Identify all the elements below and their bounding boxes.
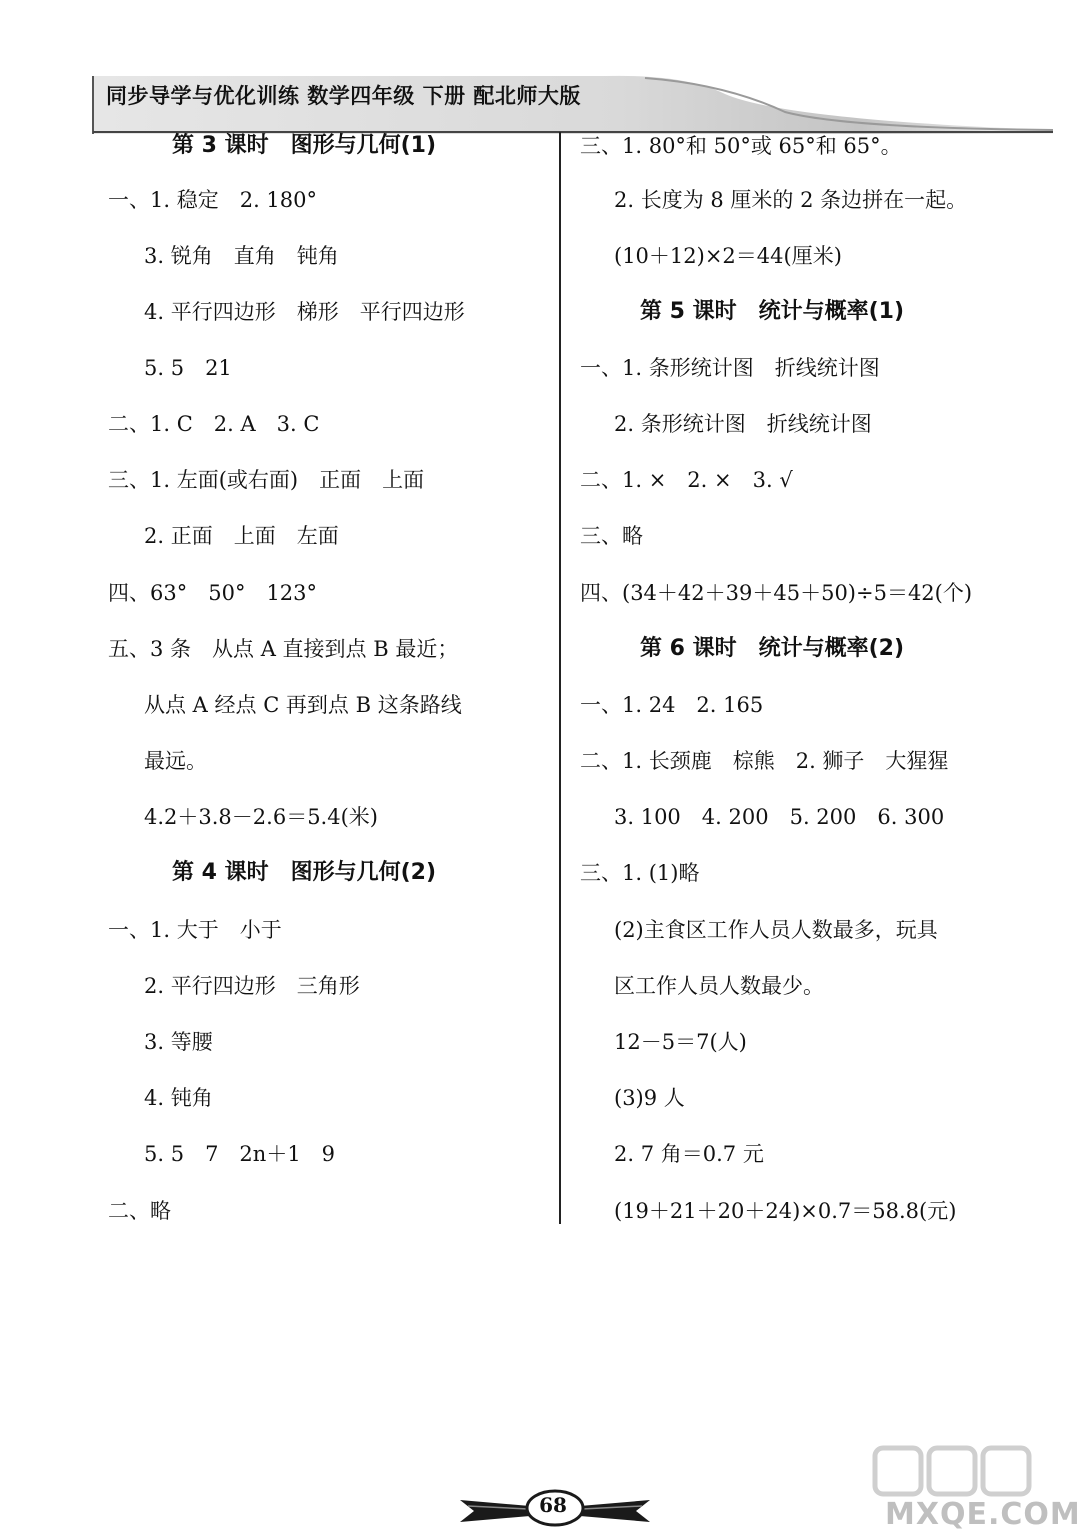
answer-line: 2. 平行四边形 三角形	[144, 974, 360, 998]
answer-line: 4. 钝角	[144, 1086, 213, 1110]
answer-line: 最远。	[144, 749, 207, 773]
answer-line: (10＋12)×2＝44(厘米)	[614, 244, 842, 268]
answer-line: 三、1. 左面(或右面) 正面 上面	[108, 468, 425, 492]
column-divider	[559, 132, 561, 1224]
header-title: 同步导学与优化训练 数学四年级 下册 配北师大版	[106, 84, 581, 108]
answer-line: 二、1. 长颈鹿 棕熊 2. 狮子 大猩猩	[580, 749, 949, 773]
answer-line: 一、1. 稳定 2. 180°	[108, 188, 318, 212]
answer-line: 3. 等腰	[144, 1030, 213, 1054]
page-number: 68	[539, 1493, 567, 1517]
answer-line: 2. 条形统计图 折线统计图	[614, 412, 872, 436]
section-heading-3: 第 3 课时 图形与几何(1)	[172, 133, 437, 158]
answer-line: 5. 5 7 2n＋1 9	[144, 1142, 336, 1166]
answer-line: 二、1. C 2. A 3. C	[108, 412, 320, 436]
answer-line: 4.2＋3.8－2.6＝5.4(米)	[144, 805, 378, 829]
answer-line: 一、1. 大于 小于	[108, 918, 282, 942]
answer-line: 2. 长度为 8 厘米的 2 条边拼在一起。	[614, 188, 968, 212]
watermark-icon	[865, 1440, 1045, 1500]
answer-line: 2. 正面 上面 左面	[144, 524, 339, 548]
answer-line: 3. 100 4. 200 5. 200 6. 300	[614, 805, 945, 829]
answer-line: 五、3 条 从点 A 直接到点 B 最近；	[108, 637, 459, 661]
section-heading-6: 第 6 课时 统计与概率(2)	[640, 636, 905, 661]
answer-line: 4. 平行四边形 梯形 平行四边形	[144, 300, 465, 324]
answer-line: (19＋21＋20＋24)×0.7＝58.8(元)	[614, 1199, 957, 1223]
answer-line: 一、1. 24 2. 165	[580, 693, 764, 717]
answer-line: 5. 5 21	[144, 356, 232, 380]
answer-line: 2. 7 角＝0.7 元	[614, 1142, 764, 1166]
answer-line: (3)9 人	[614, 1086, 685, 1110]
answer-line: 从点 A 经点 C 再到点 B 这条路线	[144, 693, 462, 717]
answer-line: (2)主食区工作人员人数最多，玩具	[614, 918, 938, 942]
answer-line: 四、63° 50° 123°	[108, 581, 318, 605]
answer-line: 四、(34＋42＋39＋45＋50)÷5＝42(个)	[580, 581, 973, 605]
answer-line: 二、略	[108, 1199, 171, 1223]
answer-line: 12－5＝7(人)	[614, 1030, 747, 1054]
answer-line: 区工作人员人数最少。	[614, 974, 824, 998]
section-heading-4: 第 4 课时 图形与几何(2)	[172, 860, 437, 885]
answer-line: 二、1. × 2. × 3. √	[580, 468, 793, 492]
answer-line: 3. 锐角 直角 钝角	[144, 244, 339, 268]
watermark-text: MXQE.COM	[885, 1497, 1081, 1532]
answer-line: 一、1. 条形统计图 折线统计图	[580, 356, 880, 380]
answer-line: 三、1. 80°和 50°或 65°和 65°。	[580, 134, 902, 158]
answer-line: 三、1. (1)略	[580, 861, 700, 885]
answer-line: 三、略	[580, 524, 643, 548]
section-heading-5: 第 5 课时 统计与概率(1)	[640, 299, 905, 324]
